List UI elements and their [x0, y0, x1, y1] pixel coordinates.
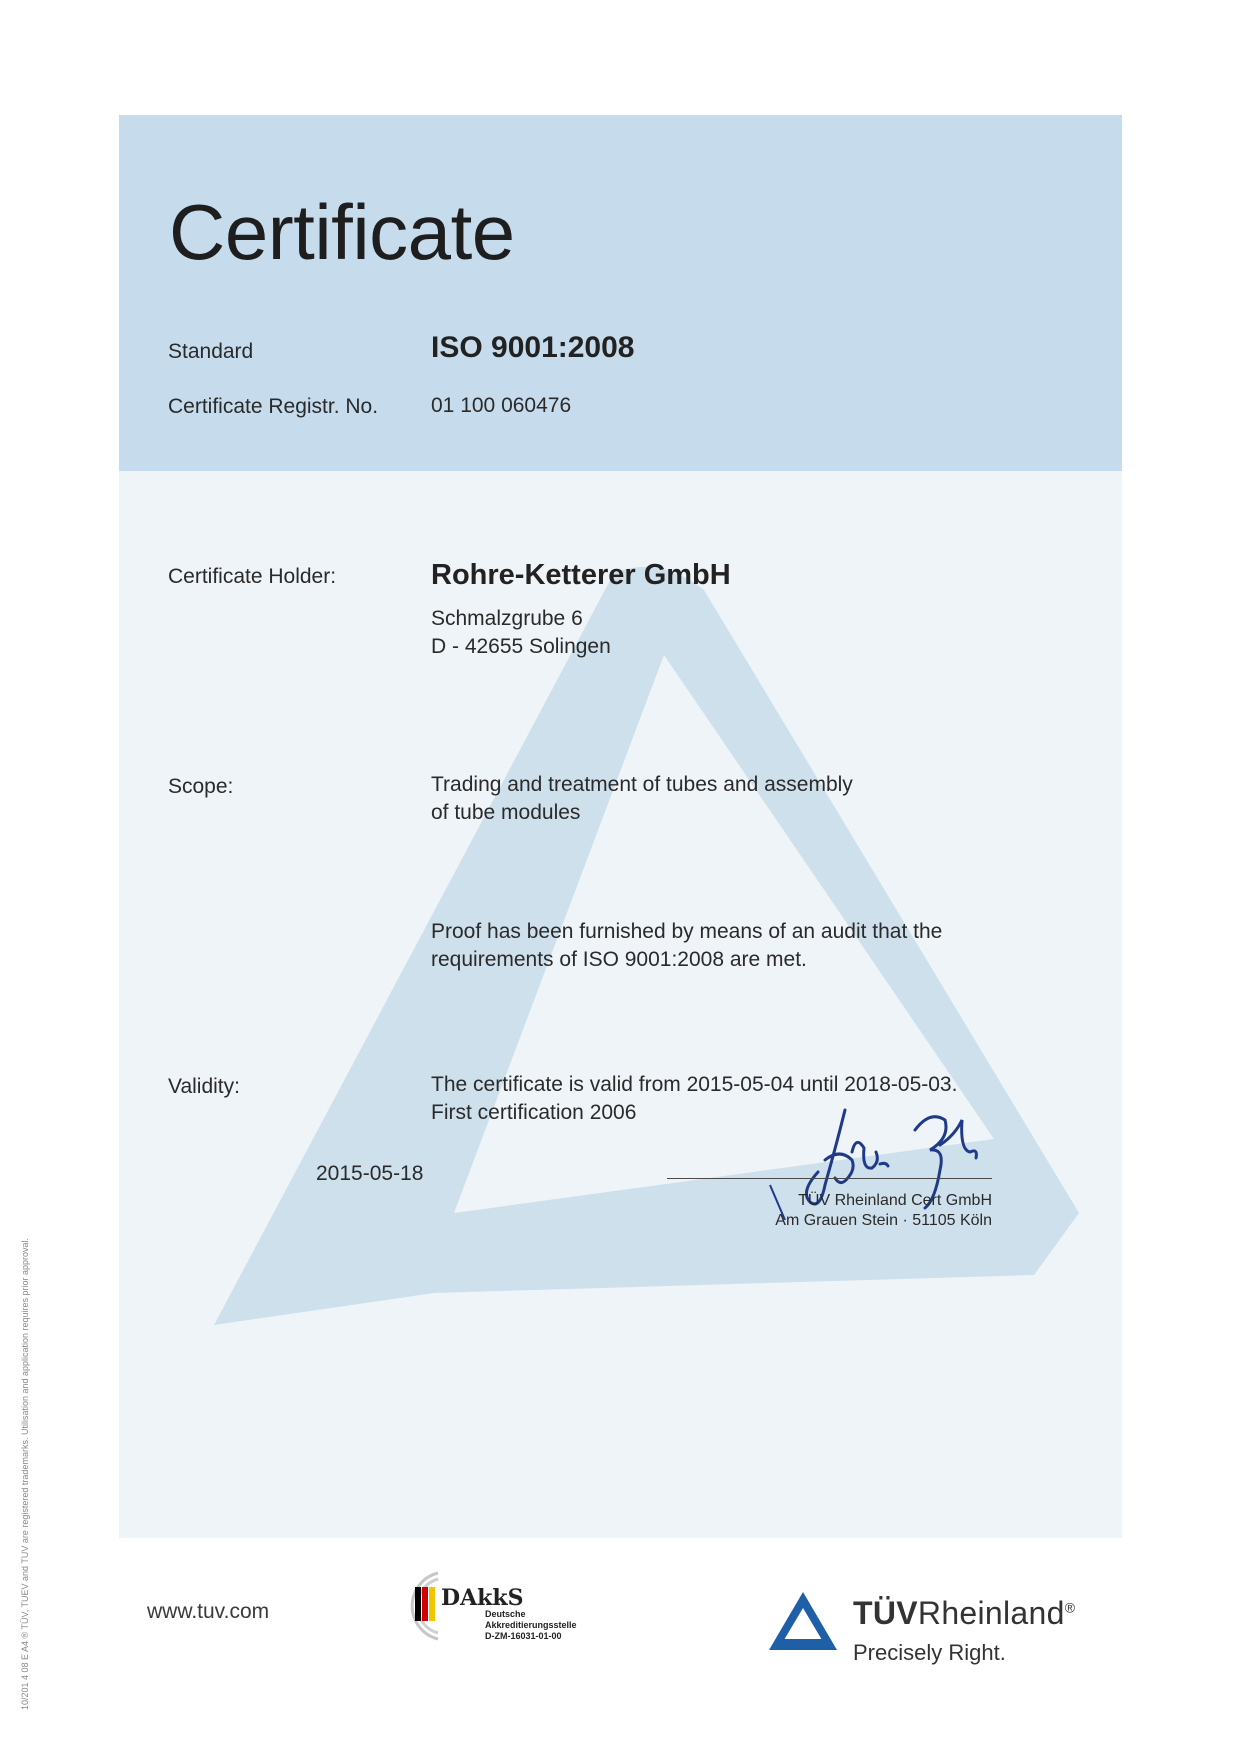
side-trademark-note: 10/201 4 08 E A4 ® TÜV, TUEV and TUV are registered trademarks. Utilisation and application requires prior approval.: [20, 1237, 30, 1710]
dakks-name: DAkkS: [441, 1585, 524, 1611]
holder-name: Rohre-Ketterer GmbH: [431, 559, 731, 591]
validity-line2: First certification 2006: [431, 1101, 637, 1124]
dakks-logo: [393, 1565, 623, 1655]
certificate-title: Certificate: [169, 188, 515, 276]
tuv-reg-mark: ®: [1064, 1599, 1076, 1616]
triangle-watermark: [119, 115, 1122, 1538]
footer-url[interactable]: www.tuv.com: [147, 1600, 270, 1623]
registration-label: Certificate Registr. No.: [168, 395, 379, 418]
issue-date: 2015-05-18: [316, 1162, 424, 1185]
signature-line: [667, 1178, 992, 1179]
proof-line1: Proof has been furnished by means of an audit that the: [431, 920, 943, 943]
validity-label: Validity:: [168, 1075, 240, 1098]
certificate-sheet: [119, 115, 1122, 1538]
tuv-triangle-icon: [769, 1590, 839, 1652]
holder-label: Certificate Holder:: [168, 565, 337, 588]
holder-address-line1: Schmalzgrube 6: [431, 607, 583, 630]
scope-line2: of tube modules: [431, 801, 581, 824]
registration-number: 01 100 060476: [431, 394, 572, 417]
scope-line1: Trading and treatment of tubes and assembly: [431, 773, 853, 796]
dakks-line3: D-ZM-16031-01-00: [485, 1631, 562, 1641]
standard-label: Standard: [168, 340, 254, 363]
proof-line2: requirements of ISO 9001:2008 are met.: [431, 948, 807, 971]
dakks-details: [485, 1609, 577, 1642]
issuer-name: TÜV Rheinland Cert GmbH: [798, 1192, 992, 1209]
tuv-brand-regular: Rheinland: [917, 1595, 1065, 1631]
tuv-brand-bold: TÜV: [853, 1595, 918, 1631]
issuer-block: [742, 1191, 992, 1231]
dakks-line2: Akkreditierungsstelle: [485, 1620, 577, 1630]
tuv-tagline: Precisely Right.: [853, 1640, 1006, 1665]
standard-value: ISO 9001:2008: [431, 331, 635, 364]
validity-line1: The certificate is valid from 2015-05-04 until 2018-05-03.: [431, 1073, 958, 1096]
holder-address-line2: D - 42655 Solingen: [431, 635, 611, 658]
issuer-address: Am Grauen Stein · 51105 Köln: [775, 1212, 992, 1229]
dakks-line1: Deutsche: [485, 1609, 526, 1619]
scope-label: Scope:: [168, 775, 234, 798]
tuv-brand: [853, 1595, 1075, 1632]
